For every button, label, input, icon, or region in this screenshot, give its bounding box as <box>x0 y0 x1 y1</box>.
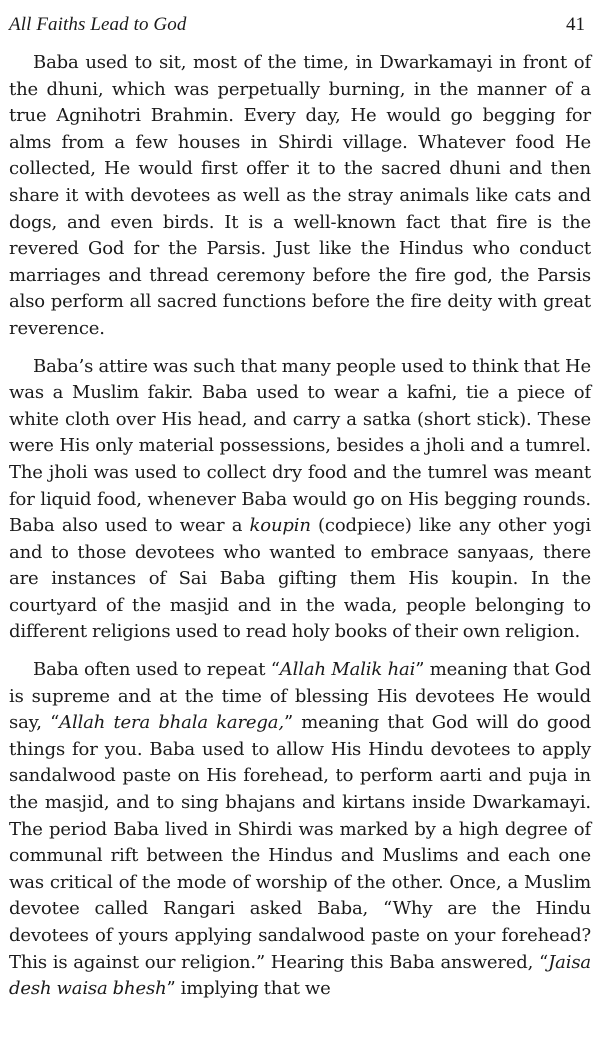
term-koupin: koupin <box>249 515 311 537</box>
paragraph-dhuni <box>9 50 591 343</box>
paragraph-text: ” implying that we <box>166 978 331 1000</box>
quote-allah-tera-bhala-karega: Allah tera bhala karega, <box>59 712 284 734</box>
body-text <box>9 50 591 1003</box>
quote-allah-malik-hai: Allah Malik hai <box>279 659 416 681</box>
paragraph-text: (codpiece) like any other yogi and to those devotees who wanted to embrace sanyaas, there are instances of Sai Baba gifting them His koupin. In the courtyard of the masjid and in the wada, people belonging to different religions used to read holy books of their own religion. <box>9 515 591 643</box>
running-header <box>9 14 591 44</box>
paragraph-allah-malik <box>9 657 591 1003</box>
book-title: All Faiths Lead to God <box>9 14 187 35</box>
page-number: 41 <box>566 14 585 35</box>
paragraph-text: ” meaning that God is supreme and at the time of blessing His devotees He would say, “ <box>9 659 591 734</box>
paragraph-text: Baba’s attire was such that many people used to think that He was a Muslim fakir. Baba used to wear a kafni, tie a piece of white cloth over His head, and carry a satka (short stick). These were His only material possessions, besides a jholi and a tumrel. The jholi was used to collect dry food and the tumrel was meant for liquid food, whenever Baba would go on His begging rounds. Baba also used to wear a <box>9 355 591 537</box>
quote-jaisa-desh-waisa-bhesh: Jaisa desh waisa bhesh <box>9 951 591 1000</box>
paragraph-attire <box>9 354 591 647</box>
paragraph-text: Baba used to sit, most of the time, in Dwarkamayi in front of the dhuni, which was perpetually burning, in the manner of a true Agnihotri Brahmin. Every day, He would go begging for alms from a few houses in Shirdi village. Whatever food He collected, He would first offer it to the sacred dhuni and then share it with devotees as well as the stray animals like cats and dogs, and even birds. It is a well-known fact that fire is the revered God for the Parsis. Just like the Hindus who conduct marriages and thread ceremony before the fire god, the Parsis also perform all sacred functions before the fire deity with great reverence. <box>9 52 591 339</box>
paragraph-text: ” meaning that God will do good things for you. Baba used to allow His Hindu devotees to apply sandalwood paste on His forehead, to perform aarti and puja in the masjid, and to sing bhajans and kirtans inside Dwarkamayi. The period Baba lived in Shirdi was marked by a high degree of communal rift between the Hindus and Muslims and each one was critical of the mode of worship of the other. Once, a Muslim devotee called Rangari asked Baba, “Why are the Hindu devotees of yours applying sandalwood paste on your forehead? This is against our religion.” Hearing this Baba answered, “ <box>9 712 591 973</box>
paragraph-text: Baba often used to repeat “ <box>33 659 280 681</box>
